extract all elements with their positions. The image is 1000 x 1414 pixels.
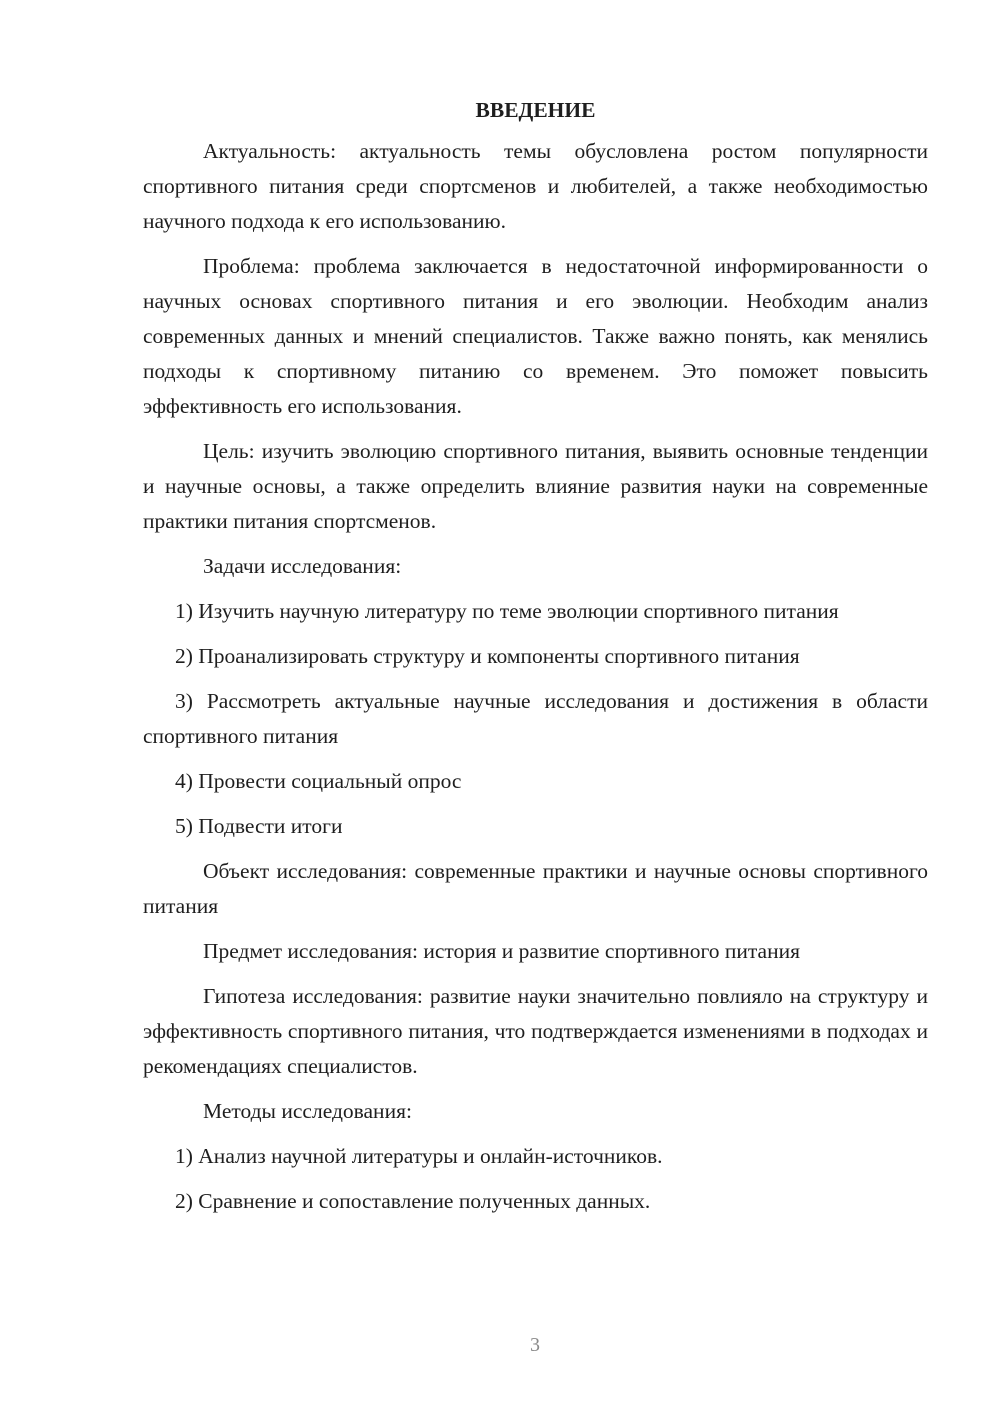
object-paragraph: Объект исследования: современные практики и научные основы спортивного питания xyxy=(143,859,928,918)
relevance-paragraph: Актуальность: актуальность темы обусловлена ростом популярности спортивного питания среди спортсменов и любителей, а также необходимостью научного подхода к его использованию. xyxy=(143,139,928,233)
section-heading: ВВЕДЕНИЕ xyxy=(475,98,596,122)
problem-paragraph: Проблема: проблема заключается в недостаточной информированности о научных основах спортивного питания и его эволюции. Необходим анализ современных данных и мнений специалистов. Также важно понять, как менялись подходы к спортивному питанию со временем. Это поможет повысить эффективность его использования. xyxy=(143,254,928,418)
method-item-1: 1) Анализ научной литературы и онлайн-источников. xyxy=(175,1144,663,1168)
task-item-3: 3) Рассмотреть актуальные научные исследования и достижения в области спортивного питания xyxy=(143,689,928,748)
goal-paragraph: Цель: изучить эволюцию спортивного питания, выявить основные тенденции и научные основы, а также определить влияние развития науки на современные практики питания спортсменов. xyxy=(143,439,928,533)
page-number: 3 xyxy=(530,1334,540,1356)
task-item-2: 2) Проанализировать структуру и компоненты спортивного питания xyxy=(175,644,800,668)
subject-paragraph: Предмет исследования: история и развитие спортивного питания xyxy=(203,939,800,963)
task-item-4: 4) Провести социальный опрос xyxy=(175,769,462,793)
task-item-5: 5) Подвести итоги xyxy=(175,814,343,838)
method-item-2: 2) Сравнение и сопоставление полученных данных. xyxy=(175,1189,651,1213)
page-content xyxy=(143,93,928,1229)
hypothesis-paragraph: Гипотеза исследования: развитие науки значительно повлияло на структуру и эффективность спортивного питания, что подтверждается изменениями в подходах и рекомендациях специалистов. xyxy=(143,984,928,1078)
task-item-1: 1) Изучить научную литературу по теме эволюции спортивного питания xyxy=(175,599,839,623)
methods-title: Методы исследования: xyxy=(203,1099,412,1123)
tasks-title: Задачи исследования: xyxy=(203,554,402,578)
